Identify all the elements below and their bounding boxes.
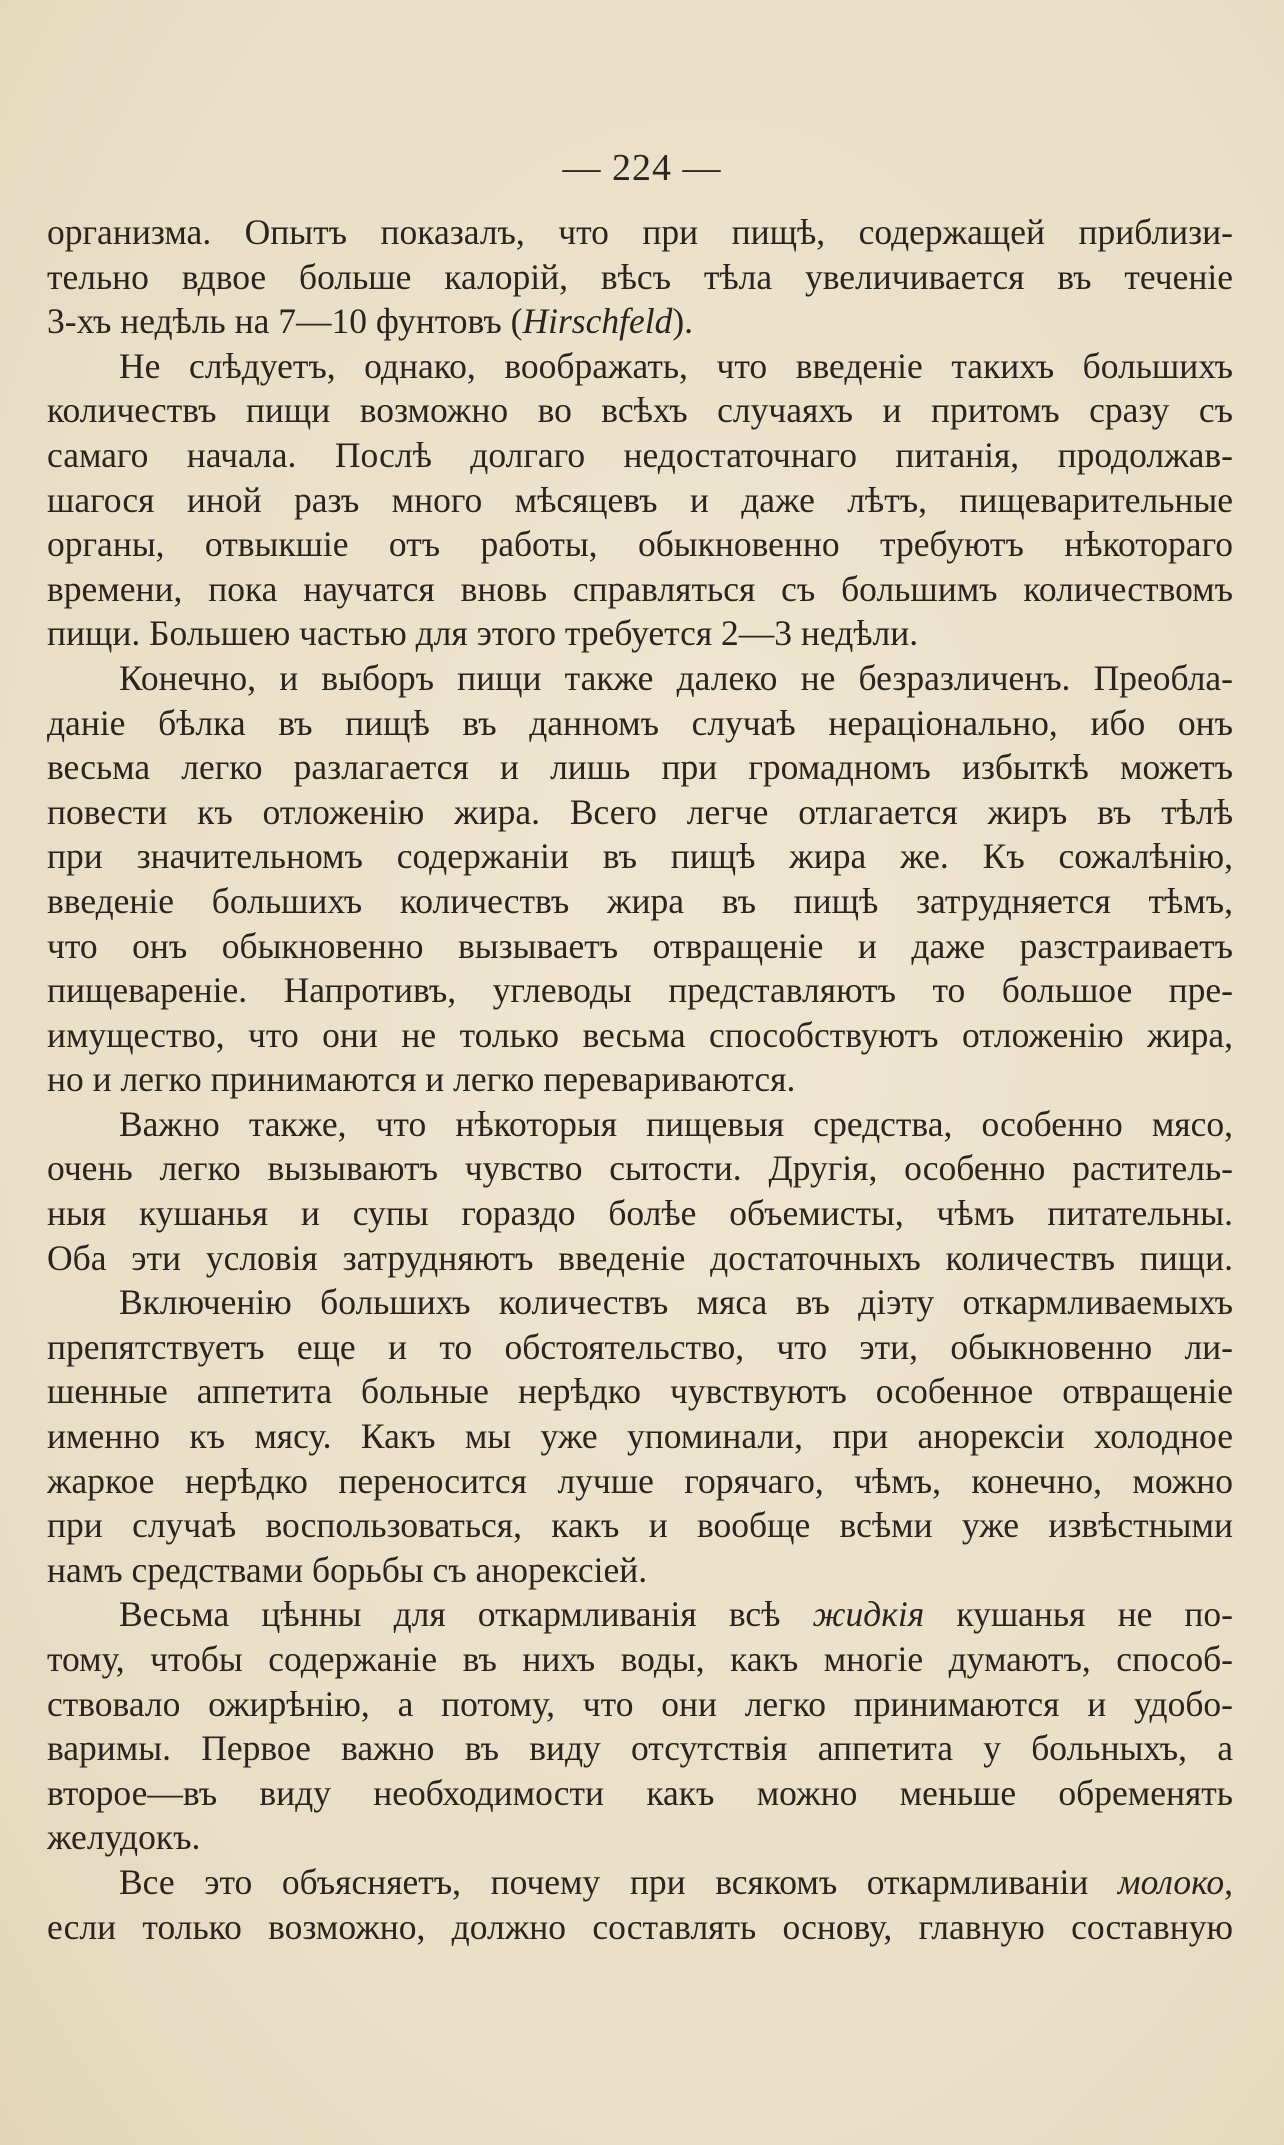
text-line	[47, 1236, 1233, 1281]
text-segment: что онъ обыкновенно вызываетъ отвращеніе и даже разстраиваетъ	[47, 925, 1233, 966]
text-line	[47, 1280, 1233, 1325]
text-segment: самаго начала. Послѣ долгаго недостаточнаго питанія, продолжав-	[47, 434, 1233, 475]
text-segment: Весьма цѣнны для откармливанія всѣ	[119, 1594, 813, 1635]
text-segment: ).	[672, 301, 694, 342]
text-line	[47, 255, 1233, 300]
text-segment: очень легко вызываютъ чувство сытости. Другія, особенно раститель-	[47, 1148, 1233, 1189]
text-segment: тельно вдвое больше калорій, вѣсъ тѣла увеличивается въ теченіе	[47, 256, 1233, 297]
text-segment: намъ средствами борьбы съ анорексіей.	[47, 1549, 648, 1590]
text-segment: Все это объясняетъ, почему при всякомъ откармливаніи	[119, 1861, 1118, 1902]
text-line	[47, 1013, 1233, 1058]
text-line	[47, 1325, 1233, 1370]
text-line	[47, 968, 1233, 1013]
text-segment: Конечно, и выборъ пищи также далеко не безразличенъ. Преобла-	[119, 657, 1233, 698]
text-segment: тому, чтобы содержаніе въ нихъ воды, какъ многіе думаютъ, способ-	[47, 1639, 1233, 1679]
text-line	[47, 210, 1233, 255]
text-segment: при случаѣ воспользоваться, какъ и вообще всѣми уже извѣстными	[47, 1505, 1233, 1546]
text-line	[47, 567, 1233, 612]
text-line	[47, 522, 1233, 567]
text-segment: именно къ мясу. Какъ мы уже упоминали, при анорексіи холодное	[47, 1416, 1233, 1457]
text-segment: даніе бѣлка въ пищѣ въ данномъ случаѣ нераціонально, ибо онъ	[47, 702, 1233, 743]
text-line	[47, 879, 1233, 924]
text-segment: при значительномъ содержаніи въ пищѣ жира же. Къ сожалѣнію,	[47, 836, 1233, 877]
page-number: — 224 —	[562, 147, 722, 189]
text-line	[47, 433, 1233, 478]
text-line	[47, 478, 1233, 523]
text-line	[47, 1771, 1233, 1816]
text-line	[47, 924, 1233, 969]
text-line	[47, 790, 1233, 835]
text-segment: имущество, что они не только весьма способствуютъ отложенію жира,	[47, 1014, 1233, 1055]
text-line	[47, 1637, 1233, 1682]
text-segment: варимы. Первое важно въ виду отсутствія аппетита у больныхъ, а	[47, 1728, 1233, 1769]
text-line	[47, 656, 1233, 701]
text-segment: желудокъ.	[47, 1817, 201, 1858]
text-line	[47, 1682, 1233, 1727]
text-line	[47, 611, 1233, 656]
text-line	[47, 1369, 1233, 1414]
text-segment: шенные аппетита больные нерѣдко чувствуютъ особенное отвращеніе	[47, 1371, 1233, 1412]
text-line	[47, 344, 1233, 389]
text-segment: Важно также, что нѣкоторыя пищевыя средства, особенно мясо,	[119, 1103, 1233, 1144]
text-line	[47, 701, 1233, 746]
text-segment: ,	[1224, 1861, 1233, 1902]
text-segment: препятствуетъ еще и то обстоятельство, что эти, обыкновенно ли-	[47, 1326, 1233, 1367]
text-segment: количествъ пищи возможно во всѣхъ случаяхъ и притомъ сразу съ	[47, 390, 1233, 431]
text-segment: весьма легко разлагается и лишь при громадномъ избыткѣ можетъ	[47, 747, 1233, 788]
text-segment: но и легко принимаются и легко перевариваются.	[47, 1059, 796, 1100]
text-line	[47, 1459, 1233, 1504]
text-segment: органы, отвыкшіе отъ работы, обыкновенно требуютъ нѣкотораго	[47, 524, 1233, 565]
text-segment: организма. Опытъ показалъ, что при пищѣ, содержащей приблизи-	[47, 212, 1233, 252]
text-line	[47, 1548, 1233, 1593]
text-line	[47, 1503, 1233, 1548]
text-segment: второе—въ виду необходимости какъ можно меньше обременять	[47, 1772, 1233, 1813]
text-line	[47, 745, 1233, 790]
text-segment: введеніе большихъ количествъ жира въ пищѣ затрудняется тѣмъ,	[47, 880, 1233, 921]
text-segment: Включенію большихъ количествъ мяса въ діэту откармливаемыхъ	[119, 1282, 1233, 1323]
text-line	[47, 1146, 1233, 1191]
text-line	[47, 834, 1233, 879]
text-segment: кушанья не по-	[924, 1594, 1233, 1635]
text-segment: времени, пока научатся вновь справляться съ большимъ количествомъ	[47, 568, 1233, 609]
text-segment: пищевареніе. Напротивъ, углеводы представляютъ то большое пре-	[47, 970, 1233, 1011]
text-line	[47, 1414, 1233, 1459]
text-segment: Не слѣдуетъ, однако, воображать, что введеніе такихъ большихъ	[119, 345, 1233, 386]
text-segment: ствовало ожирѣнію, а потому, что они легко принимаются и удобо-	[47, 1683, 1233, 1724]
text-line	[47, 388, 1233, 433]
text-segment: 3-хъ недѣль на 7—10 фунтовъ (	[47, 301, 523, 342]
text-segment: жаркое нерѣдко переносится лучше горячаго, чѣмъ, конечно, можно	[47, 1460, 1233, 1501]
italic-term: жидкія	[812, 1594, 925, 1635]
text-line	[47, 1815, 1233, 1860]
text-segment: шагося иной разъ много мѣсяцевъ и даже лѣтъ, пищеварительные	[47, 479, 1233, 520]
italic-term: Hirschfeld	[522, 301, 673, 342]
body-text	[47, 210, 1233, 1949]
text-segment: ныя кушанья и супы гораздо болѣе объемисты, чѣмъ питательны.	[47, 1193, 1233, 1234]
text-line	[47, 1905, 1233, 1950]
text-segment: повести къ отложенію жира. Всего легче отлагается жиръ въ тѣлѣ	[47, 791, 1233, 832]
text-segment: если только возможно, должно составлять основу, главную составную	[47, 1906, 1233, 1947]
text-line	[47, 1592, 1233, 1637]
text-line	[47, 1726, 1233, 1771]
text-line	[47, 299, 1233, 344]
text-segment: пищи. Большею частью для этого требуется 2—3 недѣли.	[47, 613, 919, 654]
text-line	[47, 1860, 1233, 1905]
text-segment: Оба эти условія затрудняютъ введеніе достаточныхъ количествъ пищи.	[47, 1237, 1233, 1278]
text-line	[47, 1191, 1233, 1236]
text-line	[47, 1102, 1233, 1147]
italic-term: молоко	[1117, 1861, 1225, 1902]
text-line	[47, 1057, 1233, 1102]
